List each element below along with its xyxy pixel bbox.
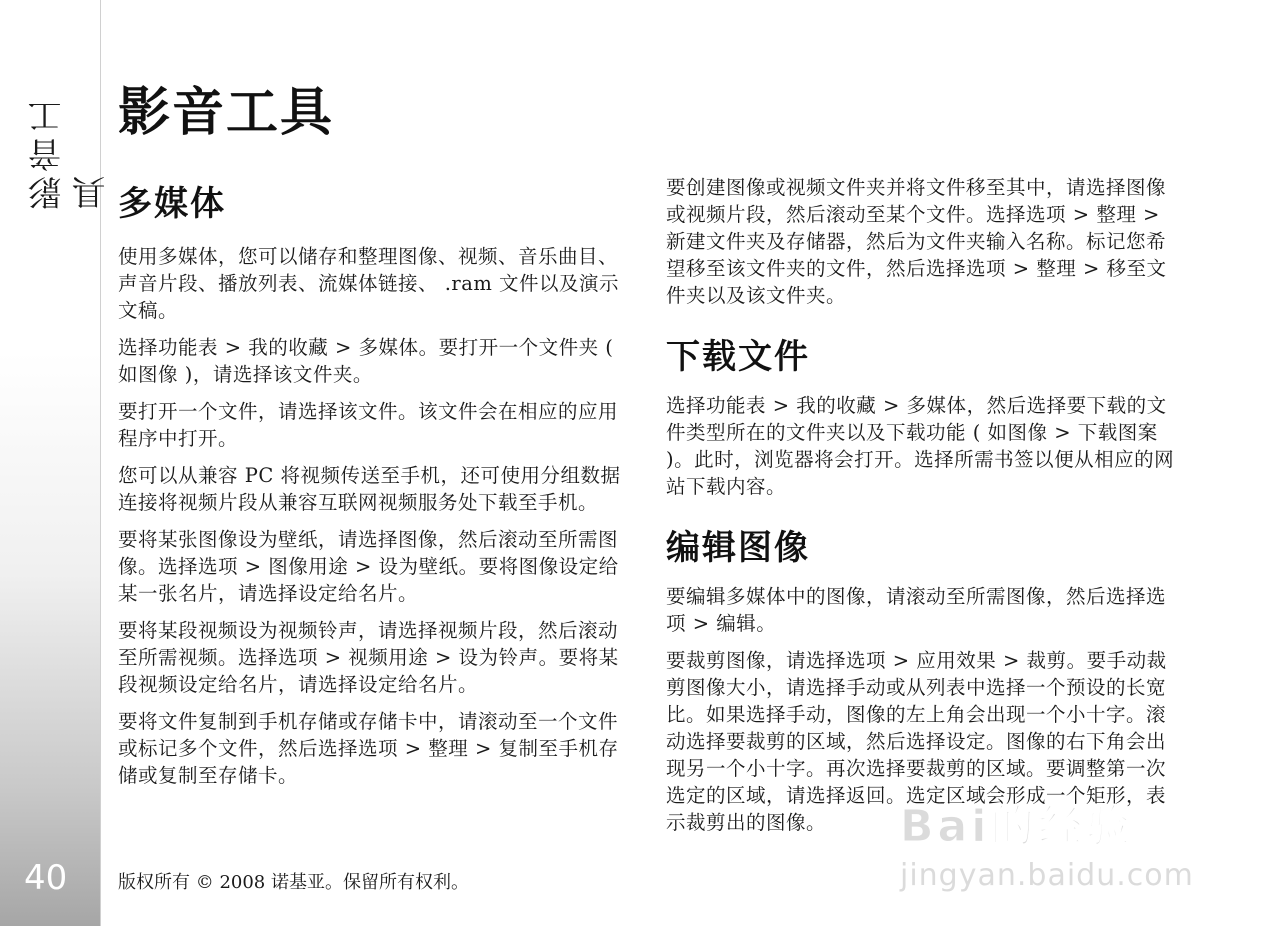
ui-term: 下载图案 bbox=[1077, 421, 1158, 444]
text-run: 。 bbox=[278, 764, 299, 787]
paragraph bbox=[118, 334, 633, 388]
text-run: 中的图像，请滚动至所需图像，然后选择 bbox=[786, 585, 1147, 608]
text-run: ，然后滚动至某个文件。选择 bbox=[766, 203, 1027, 226]
text-run: > bbox=[328, 336, 359, 359]
text-run: > bbox=[398, 737, 429, 760]
ui-term: 功能表 bbox=[158, 336, 219, 359]
text-run: 以及该文件夹。 bbox=[706, 284, 847, 307]
ui-term: 移至文件夹 bbox=[666, 257, 1167, 307]
paragraph bbox=[118, 708, 633, 789]
ui-term: 图像 bbox=[1126, 176, 1167, 199]
ui-term: 我的收藏 bbox=[248, 336, 329, 359]
paragraph bbox=[118, 243, 633, 324]
copyright-footer: 版权所有 © 2008 诺基亚。保留所有权利。 bbox=[118, 872, 469, 893]
text-run: 要创建图像或视频文件夹并将文件移至其中，请选择 bbox=[666, 176, 1127, 199]
ui-term: 选项 bbox=[358, 737, 399, 760]
text-run: 。图像的右下角会出现另一个小十字。再次选择要裁剪的区域。要调整第一次选定的区域，请选择 bbox=[666, 730, 1167, 807]
text-run: 。 bbox=[458, 673, 479, 696]
text-run: 要打开一个文件，请选择该文件。该文件会在相应的应用程序中打开。 bbox=[118, 400, 619, 450]
folder-body bbox=[666, 174, 1181, 309]
text-run: 。要将某段视频设定给名片，请选择 bbox=[118, 646, 619, 696]
section-heading-multimedia: 多媒体 bbox=[118, 184, 226, 224]
ui-term: 设定 bbox=[946, 730, 987, 753]
sidebar bbox=[0, 0, 112, 926]
watermark-logo-text: Bai的经验 bbox=[900, 801, 1135, 852]
text-run: 。 bbox=[398, 582, 419, 605]
text-run: 。选定区域会形成一个矩形，表示裁剪出的图像。 bbox=[666, 784, 1167, 834]
ui-term: 选项 bbox=[278, 646, 319, 669]
ui-term: 设为壁纸 bbox=[378, 555, 459, 578]
text-run: ，然后滚动至所需图像。选择 bbox=[118, 528, 619, 578]
ui-term: 视频片段 bbox=[686, 203, 767, 226]
ui-term: 选项 bbox=[1026, 203, 1067, 226]
text-run: 您可以从兼容 PC 将视频传送至手机，还可使用分组数据连接将视频片段从兼容互联网视频服务处下载至手机。 bbox=[118, 464, 621, 514]
text-run: 。要将图像设定给某一张名片，请选择 bbox=[118, 555, 619, 605]
ui-term: 新建文件夹 bbox=[666, 230, 767, 253]
text-run: > bbox=[1066, 203, 1097, 226]
ui-term: 应用效果 bbox=[916, 649, 997, 672]
page-title: 影音工具 bbox=[118, 83, 335, 143]
ui-term: 编辑 bbox=[716, 612, 757, 635]
section-heading-download: 下载文件 bbox=[666, 337, 810, 377]
ui-term: 选项 bbox=[666, 585, 1167, 635]
text-run: > bbox=[1047, 421, 1078, 444]
paragraph bbox=[666, 392, 1181, 500]
text-run: > bbox=[886, 649, 917, 672]
text-run: 。 bbox=[756, 612, 777, 635]
ui-term: 裁剪 bbox=[1026, 649, 1067, 672]
text-run: > bbox=[468, 737, 499, 760]
text-run: > bbox=[1076, 257, 1107, 280]
section-heading-edit: 编辑图像 bbox=[666, 528, 810, 568]
ui-term: 设为铃声 bbox=[458, 646, 539, 669]
text-run: )。此时，浏览器将会打开。选择所需书签以便从相应的网站下载内容。 bbox=[666, 448, 1175, 498]
text-run: 及存储器，然后为文件夹输入名称。标记您希望移至该文件夹的文件，然后选择 bbox=[666, 230, 1167, 280]
ui-term: 选项 bbox=[198, 555, 239, 578]
ui-term: 功能表 bbox=[706, 394, 767, 417]
text-run: > bbox=[876, 394, 907, 417]
paragraph bbox=[118, 398, 633, 452]
ui-term: 视频片段 bbox=[438, 619, 519, 642]
text-run: 或 bbox=[666, 203, 687, 226]
ui-term: 图像 bbox=[1007, 421, 1048, 444]
ui-term: 设定给名片 bbox=[358, 673, 459, 696]
left-column bbox=[118, 170, 633, 799]
ui-term: 设定给名片 bbox=[298, 582, 399, 605]
ui-term: 手动 bbox=[786, 703, 827, 726]
text-run: 或 bbox=[138, 764, 159, 787]
text-run: > bbox=[238, 555, 269, 578]
text-run: > bbox=[766, 394, 797, 417]
ui-term: 多媒体 bbox=[158, 245, 219, 268]
text-run: 或从列表中选择一个预设的长宽比。如果选择 bbox=[666, 676, 1167, 726]
text-run: > bbox=[686, 612, 717, 635]
paragraph bbox=[666, 174, 1181, 309]
ui-term: 手动 bbox=[846, 676, 887, 699]
paragraph bbox=[118, 462, 633, 516]
text-run: 选择 bbox=[666, 394, 707, 417]
text-run: 要编辑 bbox=[666, 585, 727, 608]
multimedia-body bbox=[118, 243, 633, 789]
ui-term: 视频用途 bbox=[348, 646, 429, 669]
ui-term: 图像 bbox=[398, 528, 439, 551]
right-column bbox=[666, 174, 1181, 846]
ui-term: 多媒体 bbox=[726, 585, 787, 608]
watermark-url: jingyan.baidu.com bbox=[900, 858, 1194, 893]
text-run: > bbox=[1006, 257, 1037, 280]
ui-term: 复制至手机存储 bbox=[118, 737, 619, 787]
paragraph bbox=[666, 583, 1181, 637]
text-run: > bbox=[348, 555, 379, 578]
ui-term: 整理 bbox=[1036, 257, 1077, 280]
text-run: 要裁剪图像，请选择 bbox=[666, 649, 847, 672]
paragraph bbox=[118, 617, 633, 698]
ui-term: 选项 bbox=[966, 257, 1007, 280]
text-run: 。要手动裁剪图像大小，请选择 bbox=[666, 649, 1167, 699]
ui-term: 选项 bbox=[846, 649, 887, 672]
text-run: 要将文件复制到手机存储或存储卡中，请滚动至一个文件或标记多个文件，然后选择 bbox=[118, 710, 619, 760]
text-run: ，然后选择要下载的文件类型所在的文件夹以及下载功能 ( 如 bbox=[666, 394, 1167, 444]
ui-term: 图像用途 bbox=[268, 555, 349, 578]
ui-term: 我的收藏 bbox=[796, 394, 877, 417]
edit-body bbox=[666, 583, 1181, 836]
text-run: ，您可以储存和整理图像、视频、音乐曲目、声音片段、播放列表、流媒体链接、 .ram 文件以及演示文稿。 bbox=[118, 245, 620, 322]
ui-term: 整理 bbox=[1096, 203, 1137, 226]
text-run: 。要打开一个文件夹 ( 如 bbox=[118, 336, 614, 386]
ui-term: 整理 bbox=[428, 737, 469, 760]
page-number: 40 bbox=[24, 858, 68, 898]
text-run: 选择 bbox=[118, 336, 159, 359]
paragraph bbox=[666, 647, 1181, 836]
text-run: ，然后滚动至所需视频。选择 bbox=[118, 619, 619, 669]
text-run: 要将某段视频设为视频铃声，请选择 bbox=[118, 619, 439, 642]
text-run: )，请选择该文件夹。 bbox=[178, 363, 373, 386]
download-body bbox=[666, 392, 1181, 500]
text-run: > bbox=[1136, 203, 1160, 226]
ui-term: 返回 bbox=[846, 784, 887, 807]
ui-term: 图像 bbox=[138, 363, 179, 386]
ui-term: 复制至存储卡 bbox=[158, 764, 279, 787]
ui-term: 多媒体 bbox=[358, 336, 419, 359]
paragraph bbox=[118, 526, 633, 607]
text-run: 使用 bbox=[118, 245, 159, 268]
ui-term: 多媒体 bbox=[906, 394, 967, 417]
text-run: > bbox=[318, 646, 349, 669]
text-run: 要将某张图像设为壁纸，请选择 bbox=[118, 528, 399, 551]
text-run: > bbox=[218, 336, 249, 359]
text-run: > bbox=[996, 649, 1027, 672]
text-run: > bbox=[428, 646, 459, 669]
text-run: ，图像的左上角会出现一个小十字。滚动选择要裁剪的区域，然后选择 bbox=[666, 703, 1167, 753]
sidebar-chapter-title: 影音工具 bbox=[28, 96, 112, 210]
